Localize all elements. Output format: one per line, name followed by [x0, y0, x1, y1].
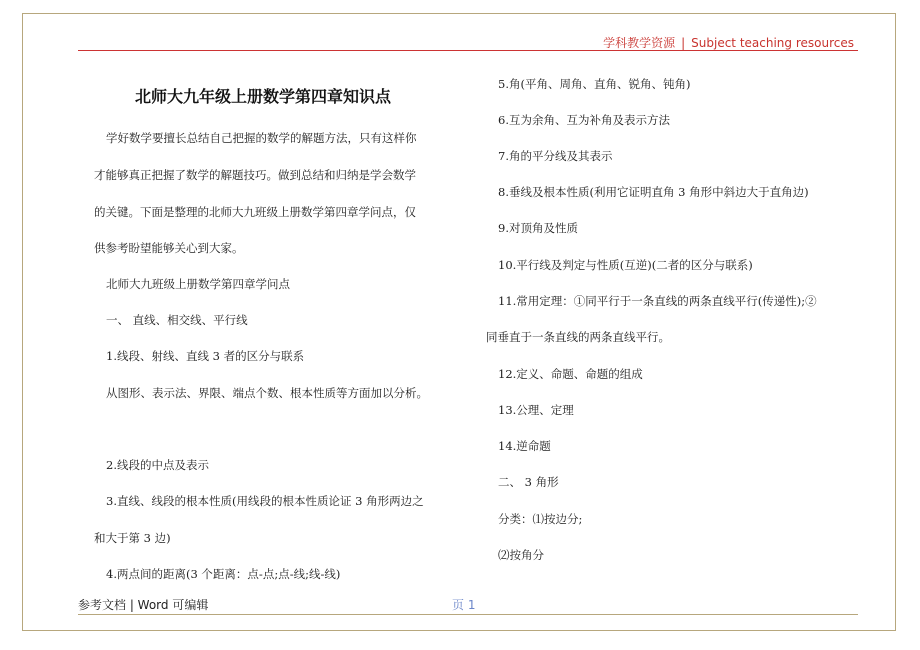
- right-paragraph-11: 14.逆命题: [498, 439, 551, 453]
- left-paragraph-4: 供参考盼望能够关心到大家。: [94, 241, 244, 255]
- right-paragraph-2: 6.互为余角、互为补角及表示方法: [498, 113, 670, 127]
- left-paragraph-8: 从图形、表示法、界限、端点个数、根本性质等方面加以分析。: [106, 386, 428, 400]
- right-paragraph-5: 9.对顶角及性质: [498, 221, 578, 235]
- left-paragraph-5: 北师大九班级上册数学第四章学问点: [106, 277, 290, 291]
- right-paragraph-8: 同垂直于一条直线的两条直线平行。: [486, 330, 670, 344]
- left-paragraph-3: 的关键。下面是整理的北师大九班级上册数学第四章学问点，仅: [94, 205, 416, 219]
- footer-page-number: 页 1: [452, 598, 476, 612]
- right-paragraph-10: 13.公理、定理: [498, 403, 574, 417]
- right-paragraph-3: 7.角的平分线及其表示: [498, 149, 613, 163]
- right-paragraph-9: 12.定义、命题、命题的组成: [498, 367, 643, 381]
- right-paragraph-1: 5.角(平角、周角、直角、锐角、钝角): [498, 77, 691, 91]
- right-paragraph-7: 11.常用定理：①同平行于一条直线的两条直线平行(传递性);②: [498, 294, 817, 308]
- left-paragraph-2: 才能够真正把握了数学的解题技巧。做到总结和归纳是学会数学: [94, 168, 416, 182]
- header-separator: |: [681, 36, 686, 50]
- left-paragraph-1: 学好数学要擅长总结自己把握的数学的解题方法，只有这样你: [106, 131, 417, 145]
- left-paragraph-11: 和大于第 3 边): [94, 531, 171, 545]
- right-paragraph-6: 10.平行线及判定与性质(互逆)(二者的区分与联系): [498, 258, 753, 272]
- right-paragraph-12: 二、 3 角形: [498, 475, 559, 489]
- footer-label: 参考文档 | Word 可编辑: [78, 598, 209, 612]
- footer-rule: [78, 614, 858, 615]
- right-paragraph-14: ⑵按角分: [498, 548, 544, 562]
- document-title: 北师大九年级上册数学第四章知识点: [134, 87, 391, 106]
- left-paragraph-10: 3.直线、线段的根本性质(用线段的根本性质论证 3 角形两边之: [106, 494, 424, 508]
- left-paragraph-12: 4.两点间的距离(3 个距离：点-点;点-线;线-线): [106, 567, 341, 581]
- left-paragraph-6: 一、 直线、相交线、平行线: [106, 313, 248, 327]
- header-site-tagline: Subject teaching resources: [691, 36, 854, 50]
- left-paragraph-7: 1.线段、射线、直线 3 者的区分与联系: [106, 349, 305, 363]
- header-rule: [78, 50, 858, 51]
- right-paragraph-13: 分类：⑴按边分;: [498, 512, 583, 526]
- header-site-name: 学科教学资源: [603, 36, 676, 50]
- left-paragraph-9: 2.线段的中点及表示: [106, 458, 209, 472]
- header-branding: [603, 34, 854, 51]
- right-paragraph-4: 8.垂线及根本性质(利用它证明直角 3 角形中斜边大于直角边): [498, 185, 809, 199]
